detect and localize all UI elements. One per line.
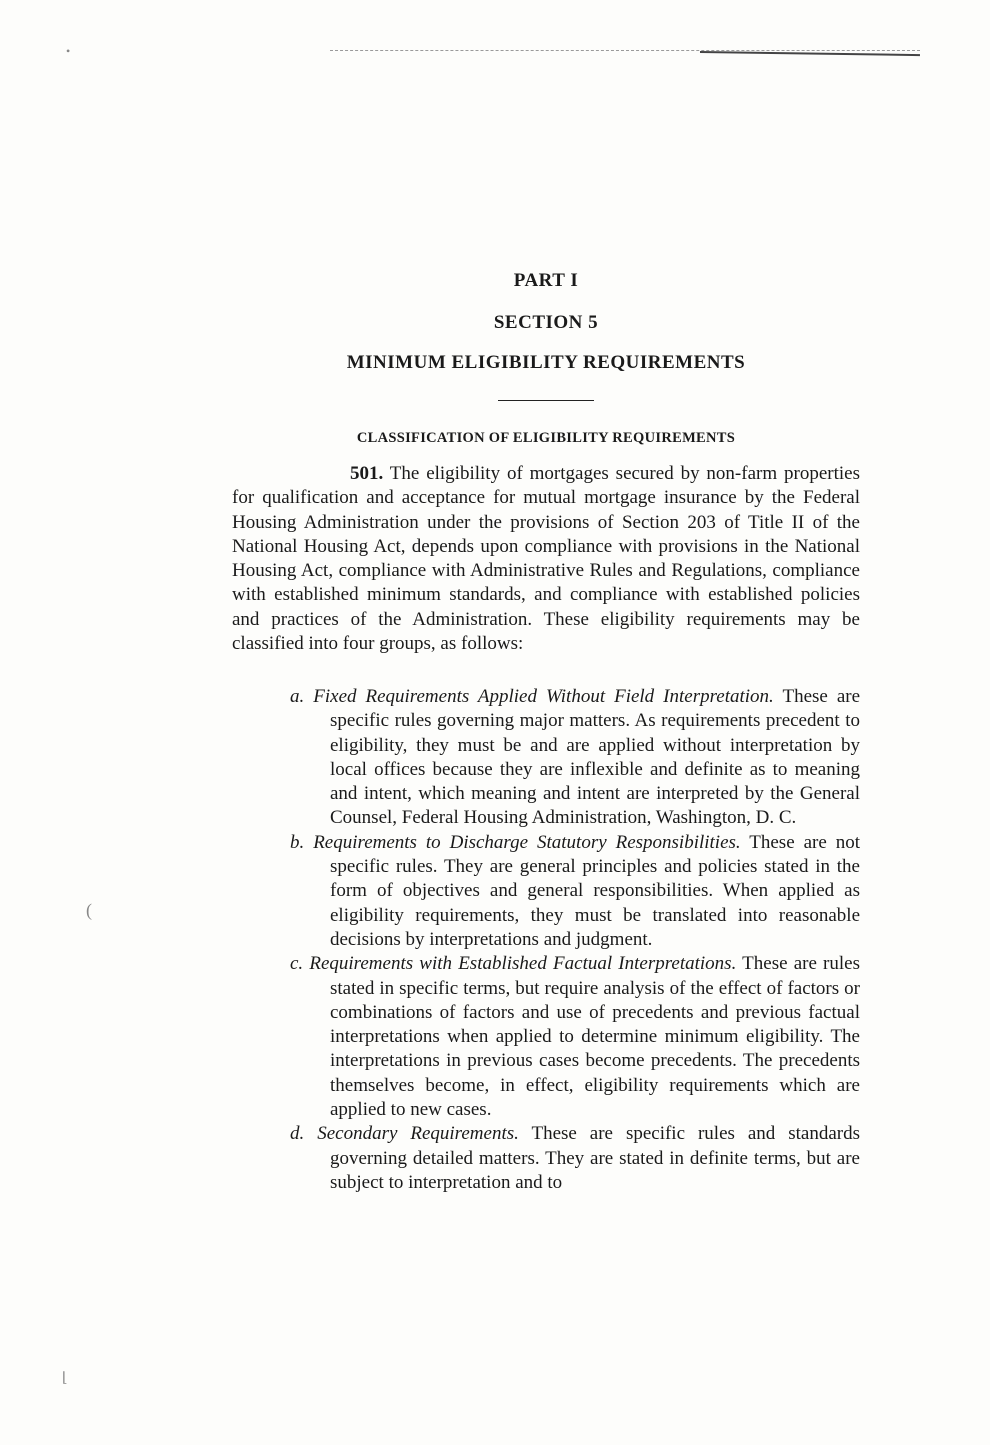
heading-divider — [498, 400, 594, 401]
list-item — [232, 685, 860, 831]
list-item — [232, 831, 860, 952]
item-text: These are not specific rules. They are general principles and policies stated in the form of objectives and general responsibilities. When applied as eligibility requirements, they must be translated into reasonable decisions by interpretations and judgment. — [330, 831, 860, 950]
paragraph-text: The eligibility of mortgages secured by non-farm properties for qualification and acceptance for mutual mortgage insurance by the Federal Housing Administration under the provisions of Section 203 of Title II of the National Housing Act, depends upon compliance with provisions in the National Housing Act, compliance with Administrative Rules and Regulations, compliance with established minimum standards, and compliance with established policies and practices of the Administration. These eligibility requirements may be classified into four groups, as follows: — [232, 463, 860, 655]
item-heading: Requirements with Established Factual Interpretations. — [309, 953, 737, 975]
item-letter: d. — [290, 1123, 305, 1145]
item-heading: Secondary Requirements. — [317, 1123, 519, 1145]
scan-speck-top-left: • — [66, 44, 71, 58]
item-heading: Requirements to Discharge Statutory Responsibilities. — [313, 831, 741, 853]
list-item — [232, 1122, 860, 1195]
item-letter: b. — [290, 831, 305, 853]
scan-top-rule — [330, 50, 920, 51]
paragraph-501 — [232, 462, 860, 656]
item-text: These are specific rules governing major matters. As requirements precedent to eligibility, they must be and are applied without interpretation by local offices because they are inflexible and definite as to meaning and intent, which meaning and intent are interpreted by the General Counsel, Federal Housing Administration, Washington, D. C. — [330, 686, 861, 829]
section-heading: SECTION 5 — [493, 312, 599, 333]
section-title: MINIMUM ELIGIBILITY REQUIREMENTS — [346, 352, 746, 373]
part-heading: PART I — [513, 270, 579, 291]
subheading: CLASSIFICATION OF ELIGIBILITY REQUIREMENTS — [356, 430, 736, 446]
item-text: These are rules stated in specific terms, but require analysis of the effect of factors or combinations of factors and use of precedents and previous factual interpretations when applied to determine minimum eligibility. The interpretations in previous cases become precedents. The precedents themselves become, in effect, eligibility requirements which are applied to new cases. — [330, 953, 860, 1121]
item-letter: a. — [290, 686, 305, 707]
scan-bracket-mark: ( — [86, 900, 92, 920]
scan-top-rule-dark — [700, 51, 920, 56]
requirements-list — [232, 685, 860, 1195]
scan-corner-mark: ⌊ — [62, 1371, 68, 1386]
item-text: These are specific rules and standards governing detailed matters. They are stated in definite terms, but are subject to interpretation and to — [330, 1123, 860, 1193]
list-item — [232, 952, 860, 1122]
paragraph-number: 501. — [350, 463, 384, 484]
item-letter: c. — [290, 953, 304, 975]
item-heading: Fixed Requirements Applied Without Field Interpretation. — [313, 686, 774, 707]
